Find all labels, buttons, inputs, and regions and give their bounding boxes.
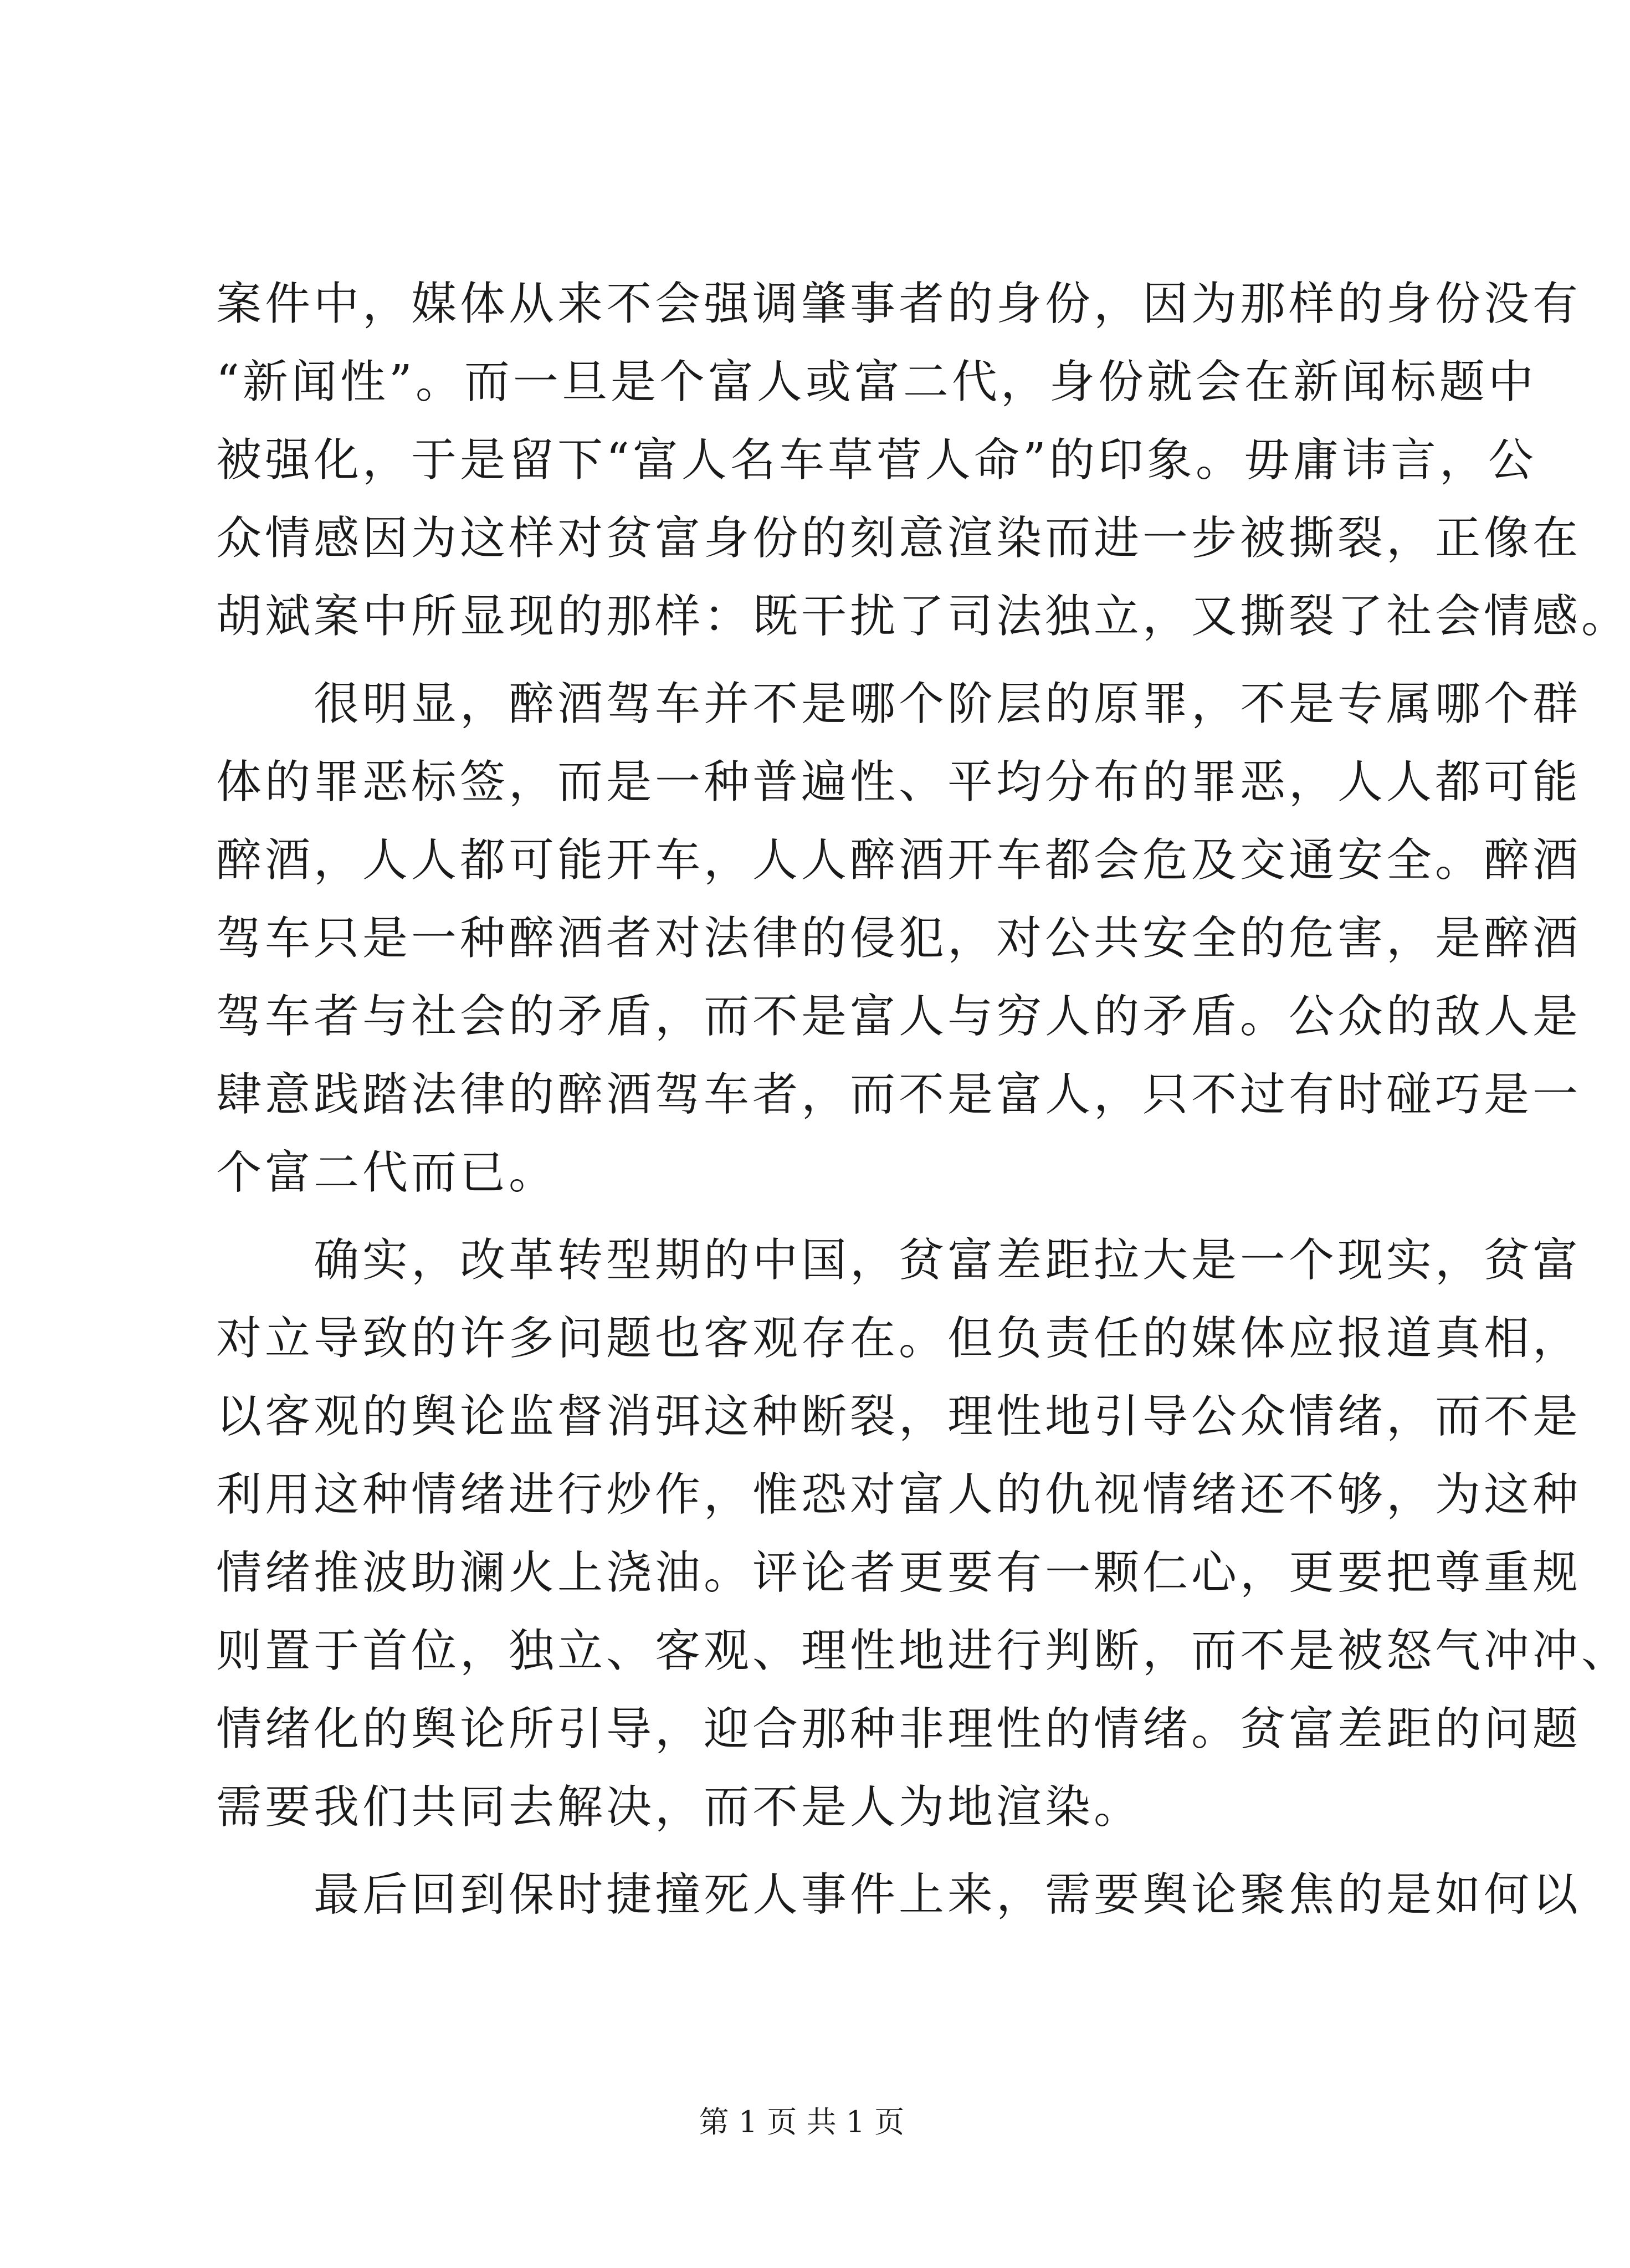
paragraph-gap [216, 656, 1407, 665]
paragraph [216, 1221, 1630, 1846]
text-line: 需要我们共同去解决，而不是人为地渲染。 [216, 1781, 1143, 1834]
text-line: 情绪化的舆论所引导，迎合那种非理性的情绪。贫富差距的问题 [216, 1703, 1582, 1755]
text-line: 醉酒，人人都可能开车，人人醉酒开车都会危及交通安全。醉酒 [216, 834, 1582, 887]
text-line: 众情感因为这样对贫富身份的刻意渲染而进一步被撕裂，正像在 [216, 512, 1582, 565]
text-line: 对立导致的许多问题也客观存在。但负责任的媒体应报道真相， [216, 1312, 1582, 1365]
text-line: 以客观的舆论监督消弭这种断裂，理性地引导公众情绪，而不是 [216, 1390, 1582, 1443]
text-line: 案件中，媒体从来不会强调肇事者的身份，因为那样的身份没有 [216, 278, 1582, 330]
text-line: 被强化，于是留下“富人名车草菅人命”的印象。毋庸讳言，公 [216, 434, 1537, 487]
text-line: 最后回到保时捷撞死人事件上来，需要舆论聚焦的是如何以 [314, 1868, 1582, 1921]
text-line: 胡斌案中所显现的那样：既干扰了司法独立，又撕裂了社会情感。 [216, 590, 1630, 643]
text-line: “新闻性”。而一旦是个富人或富二代，身份就会在新闻标题中 [216, 356, 1537, 408]
text-line: 则置于首位，独立、客观、理性地进行判断，而不是被怒气冲冲、 [216, 1625, 1630, 1677]
text-line: 肆意践踏法律的醉酒驾车者，而不是富人，只不过有时碰巧是一 [216, 1068, 1582, 1121]
paragraph [216, 1856, 1582, 1934]
text-line: 驾车者与社会的矛盾，而不是富人与穷人的矛盾。公众的敌人是 [216, 990, 1582, 1043]
paragraph-gap [216, 1846, 1407, 1856]
paragraph-gap [216, 1212, 1407, 1221]
text-line: 体的罪恶标签，而是一种普遍性、平均分布的罪恶，人人都可能 [216, 756, 1582, 808]
text-line: 驾车只是一种醉酒者对法律的侵犯，对公共安全的危害，是醉酒 [216, 912, 1582, 965]
text-line: 很明显，醉酒驾车并不是哪个阶层的原罪，不是专属哪个群 [314, 678, 1582, 730]
text-line: 利用这种情绪进行炒作，惟恐对富人的仇视情绪还不够，为这种 [216, 1468, 1582, 1521]
text-line: 个富二代而已。 [216, 1146, 558, 1199]
paragraph [216, 665, 1582, 1212]
page-number-footer: 第 1 页 共 1 页 [699, 2105, 905, 2139]
text-line: 确实，改革转型期的中国，贫富差距拉大是一个现实，贫富 [314, 1234, 1582, 1287]
paragraph [216, 265, 1630, 656]
text-line: 情绪推波助澜火上浇油。评论者更要有一颗仁心，更要把尊重规 [216, 1547, 1582, 1599]
body-text [216, 265, 1630, 1934]
